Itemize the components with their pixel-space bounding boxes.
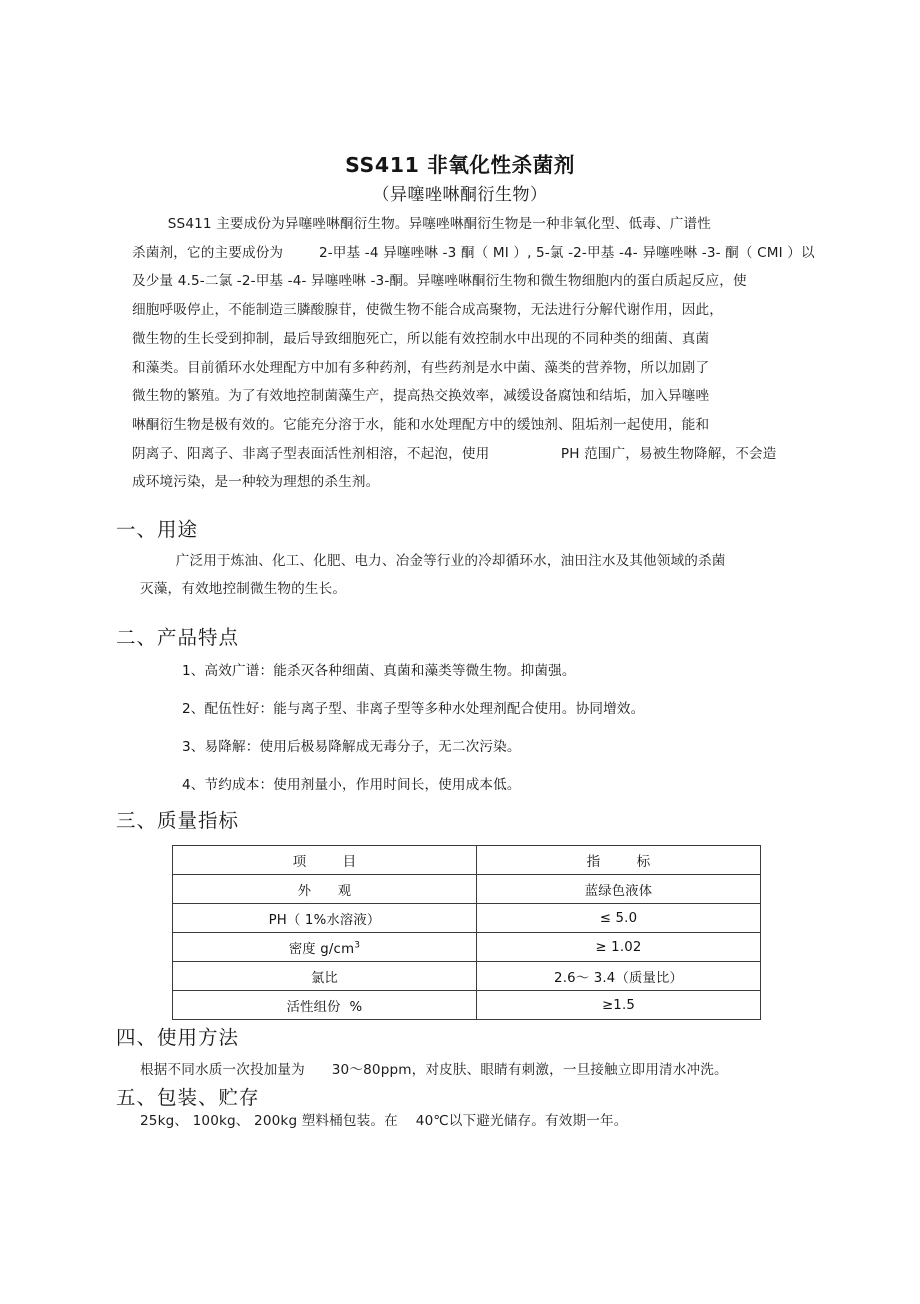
section-heading-packing: 五、包装、贮存 xyxy=(116,1086,260,1109)
table-row xyxy=(173,933,761,962)
intro-line: 阴离子、阳离子、非离子型表面活性剂相溶，不起泡，使用 PH 范围广，易被生物降解，不会造 xyxy=(132,445,777,462)
feature-item: 2、配伍性好：能与离子型、非离子型等多种水处理剂配合使用。协同增效。 xyxy=(182,701,645,717)
section-heading-method: 四、使用方法 xyxy=(116,1026,240,1049)
table-header-value: 指 标 xyxy=(477,846,761,875)
table-row xyxy=(173,904,761,933)
intro-line: 细胞呼吸停止，不能制造三膦酸腺苷，使微生物不能合成高聚物，无法进行分解代谢作用，因此， xyxy=(132,302,723,319)
section-heading-quality: 三、质量指标 xyxy=(116,809,240,832)
table-cell-value: 2.6～ 3.4（质量比） xyxy=(477,962,761,991)
intro-line: 微生物的生长受到抑制，最后导致细胞死亡，所以能有效控制水中出现的不同种类的细菌、真菌 xyxy=(132,330,710,347)
intro-line: 和藻类。目前循环水处理配方中加有多种药剂，有些药剂是水中菌、藻类的营养物，所以加剧了 xyxy=(132,359,710,376)
page-subtitle: （异噻唑啉酮衍生物） xyxy=(372,185,548,205)
table-cell-item: 活性组份 % xyxy=(173,991,477,1020)
table-cell-value: 蓝绿色液体 xyxy=(477,875,761,904)
intro-line: 啉酮衍生物是极有效的。它能充分溶于水，能和水处理配方中的缓蚀剂、阻垢剂一起使用，能和 xyxy=(132,416,710,433)
table-row xyxy=(173,991,761,1020)
section-heading-features: 二、产品特点 xyxy=(116,626,240,649)
intro-line: 微生物的繁殖。为了有效地控制菌藻生产，提高热交换效率，减缓设备腐蚀和结垢，加入异噻唑 xyxy=(132,388,710,405)
intro-line: SS411 主要成份为异噻唑啉酮衍生物。异噻唑啉酮衍生物是一种非氧化型、低毒、广谱性 xyxy=(132,216,711,232)
density-exponent: 3 xyxy=(354,940,361,951)
table-row xyxy=(173,962,761,991)
table-cell-item: 氯比 xyxy=(173,962,477,991)
table-header-row xyxy=(173,846,761,875)
table-cell-value: ≥ 1.02 xyxy=(477,933,761,962)
density-label: 密度 g/cm xyxy=(288,941,355,957)
table-header-item: 项 目 xyxy=(173,846,477,875)
table-cell-value: ≤ 5.0 xyxy=(477,904,761,933)
table-row xyxy=(173,875,761,904)
intro-line: 成环境污染，是一种较为理想的杀生剂。 xyxy=(132,474,380,491)
usage-line: 广泛用于炼油、化工、化肥、电力、冶金等行业的冷却循环水，油田注水及其他领域的杀菌 xyxy=(140,553,726,569)
section-heading-usage: 一、用途 xyxy=(116,518,199,541)
page-title: SS411 非氧化性杀菌剂 xyxy=(345,152,575,177)
feature-item: 1、高效广谱：能杀灭各种细菌、真菌和藻类等微生物。抑菌强。 xyxy=(182,663,576,679)
method-line: 根据不同水质一次投加量为 30～80ppm，对皮肤、眼睛有刺激，一旦接触立即用清水冲洗。 xyxy=(140,1062,728,1078)
usage-line: 灭藻，有效地控制微生物的生长。 xyxy=(140,581,347,597)
feature-item: 3、易降解：使用后极易降解成无毒分子，无二次污染。 xyxy=(182,739,521,755)
intro-line: 杀菌剂，它的主要成份为 2-甲基 -4 异噻唑啉 -3 酮（ MI ）, 5-氯 -2-甲基 -4- 异噻唑啉 -3- 酮（ CMI ）以 xyxy=(132,244,815,261)
feature-item: 4、节约成本：使用剂量小，作用时间长，使用成本低。 xyxy=(182,777,521,793)
packing-line: 25kg、 100kg、 200kg 塑料桶包装。在 40℃以下避光储存。有效期一年。 xyxy=(140,1113,628,1129)
table-cell-item xyxy=(173,933,477,962)
quality-indicators-table xyxy=(172,845,761,1020)
table-cell-item: PH（ 1%水溶液） xyxy=(173,904,477,933)
intro-paragraph xyxy=(132,210,815,497)
table-cell-item: 外 观 xyxy=(173,875,477,904)
table-cell-value: ≥1.5 xyxy=(477,991,761,1020)
intro-line: 及少量 4.5-二氯 -2-甲基 -4- 异噻唑啉 -3-酮。异噻唑啉酮衍生物和微生物细胞内的蛋白质起反应，使 xyxy=(132,273,747,290)
